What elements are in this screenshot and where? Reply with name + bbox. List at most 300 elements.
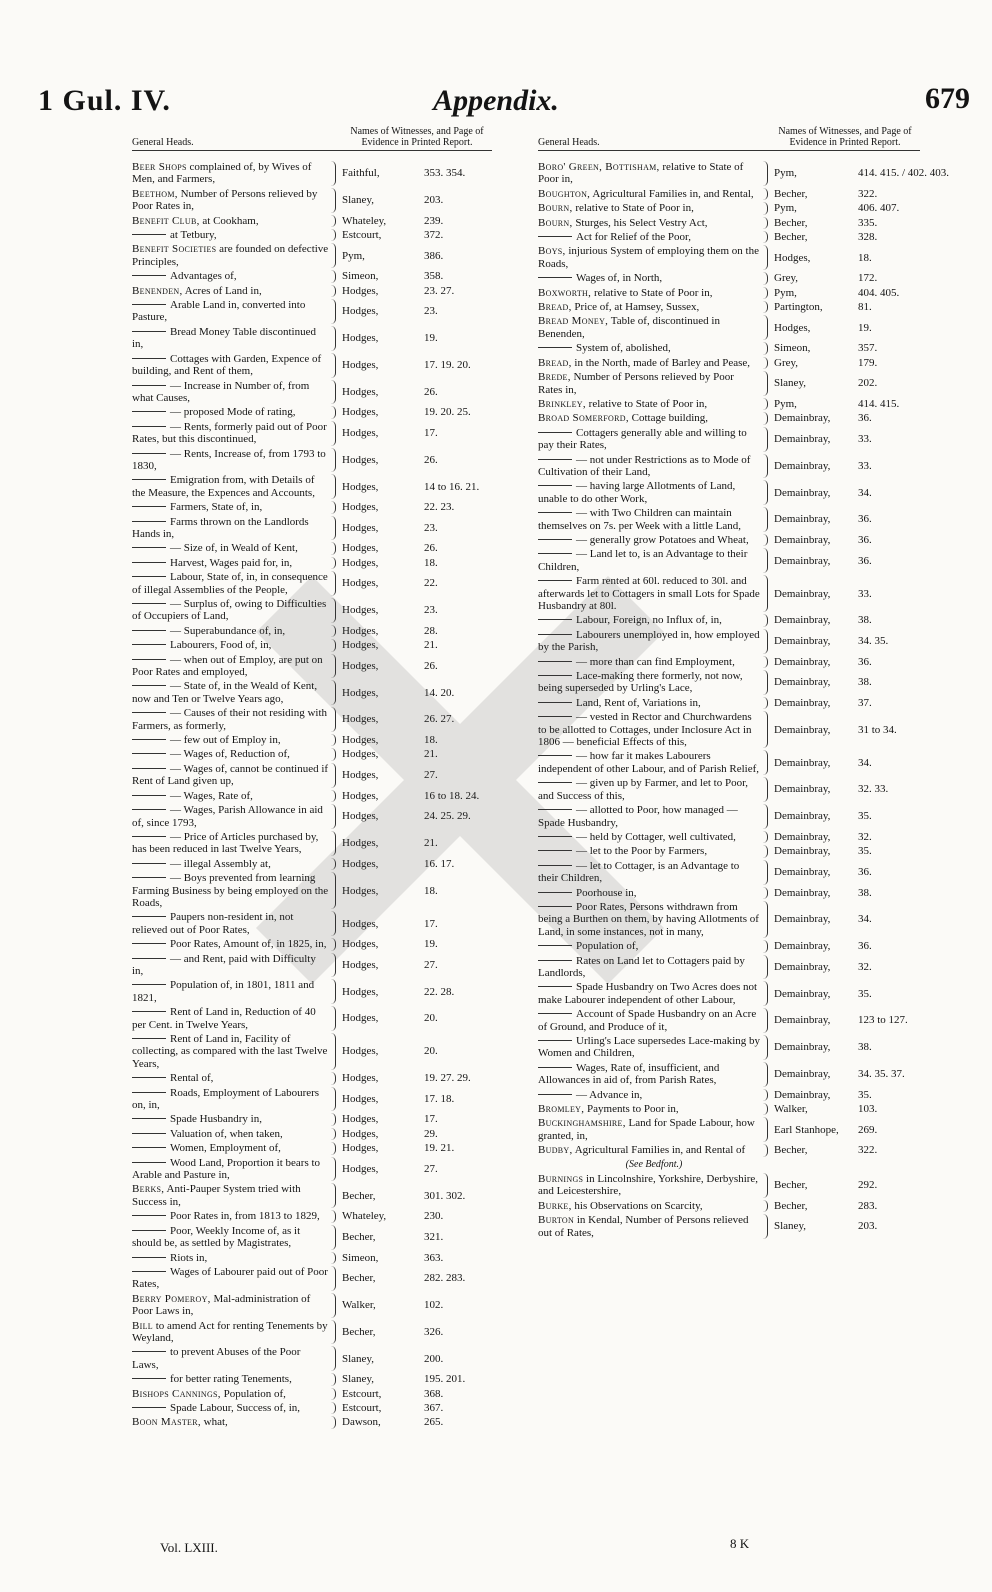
ditto-rule [132,1147,166,1148]
ditto-rule [538,634,572,635]
index-entry [132,1402,492,1414]
index-entry [132,542,492,554]
entry-heading [132,1033,336,1070]
entry-pages: 29. [424,1127,438,1140]
entry-pages: 372. [424,229,444,242]
entry-witness: Demainbray, [774,783,831,796]
entry-heading [132,353,336,378]
entry-witness: Demainbray, [774,756,831,769]
entry-heading [538,272,768,284]
index-entry [538,301,920,313]
index-entry [132,748,492,760]
ditto-rule [538,485,572,486]
entry-heading [538,750,768,775]
entry-lead-term: Bourn, [538,202,573,215]
entry-witness: Hodges, [342,958,379,971]
ditto-rule [538,553,572,554]
entry-heading [538,534,768,546]
entry-text: Rates on Land let to Cottagers paid by Landlords, [538,954,745,979]
entry-heading [132,734,336,746]
ditto-rule [538,580,572,581]
entry-pages: 357. [858,342,878,355]
entry-witness: Simeon, [774,342,811,355]
entry-heading [132,625,336,637]
entry-witness: Whateley, [342,214,387,227]
entry-witness: Becher, [342,1272,376,1285]
volume-footer: Vol. LXIII. [160,1540,218,1555]
index-entry [538,357,920,369]
entry-witness: Hodges, [342,406,379,419]
entry-text: Riots in, [170,1251,208,1264]
index-entry [132,872,492,909]
index-entry [132,326,492,351]
entry-pages: 23. [424,604,438,617]
entry-pages: 202. [858,377,878,390]
index-entry [132,1293,492,1318]
ditto-rule [132,1230,166,1231]
entry-text: — Surplus of, owing to Difficulties of Occupiers of Land, [132,598,327,623]
entry-witness: Becher, [342,1230,376,1243]
entry-pages: 36. [858,554,872,567]
entry-witness: Demainbray, [774,533,831,546]
entry-heading [538,777,768,802]
entry-text: Number of Persons relieved by Poor Rates in, [132,187,318,213]
entry-text: — State of, in the Weald of Kent, now and Ten or Twelve Years ago, [132,680,318,705]
entry-pages: 36. [858,533,872,546]
index-entry [132,270,492,282]
ditto-rule [538,347,572,348]
entry-heading [132,1072,336,1084]
entry-witness: Pym, [774,202,797,215]
entry-pages: 363. [424,1251,444,1264]
entry-text: — more than can find Employment, [576,655,735,668]
index-entry [538,831,920,843]
entry-text: — Size of, in Weald of Kent, [170,542,298,555]
entry-heading [538,287,768,299]
index-entry [538,1089,920,1101]
entry-heading [538,371,768,396]
entry-witness: Dawson, [342,1416,381,1429]
entry-text: Mal-administration of Poor Laws in, [132,1292,311,1318]
entry-heading [132,1225,336,1250]
ditto-rule [132,644,166,645]
entry-witness: Simeon, [342,270,379,283]
entry-lead-term: Beer Shops [132,161,187,173]
entry-witness: Demainbray, [774,554,831,567]
entry-pages: 230. [424,1210,444,1223]
index-entry [132,1225,492,1250]
entry-text: relative to State of Poor in, [593,286,713,299]
index-entry [538,1214,920,1239]
entry-lead-term: Benenden, [132,284,183,297]
entry-lead-term: Bishops Cannings, [132,1387,221,1400]
ditto-rule [132,877,166,878]
entry-heading [538,202,768,214]
ditto-rule [538,892,572,893]
entry-pages: 19. [858,321,872,334]
index-entry [132,243,492,268]
index-entry [538,398,920,410]
entry-heading [132,285,336,297]
entry-witness: Demainbray, [774,432,831,445]
entry-text: — Wages of, cannot be continued if Rent of Land given up, [132,762,329,788]
entry-text: Agricultural Families in, and Rental of [574,1144,746,1157]
entry-pages: 35. [858,987,872,1000]
entry-text: Bread Money Table discontinued in, [132,325,316,351]
entry-heading [132,243,336,268]
entry-heading [132,326,336,351]
entry-witness: Hodges, [342,426,379,439]
index-entry [538,371,920,396]
index-entry [132,763,492,788]
ditto-rule [132,984,166,985]
entry-pages: 36. [858,513,872,526]
index-entry [538,670,920,695]
entry-heading [132,1266,336,1291]
entry-witness: Demainbray, [774,1088,831,1101]
index-entry [132,790,492,802]
entry-witness: Hodges, [342,284,379,297]
entry-witness: Demainbray, [774,655,831,668]
entry-heading [538,412,768,424]
entry-text: Account of Spade Husbandry on an Acre of Ground, and Produce of it, [538,1008,757,1033]
entry-pages: 27. [424,958,438,971]
entry-heading [538,427,768,452]
entry-witness: Becher, [774,1199,808,1212]
entry-pages: 36. [858,655,872,668]
entry-text: in Lincolnshire, Yorkshire, Derbyshire, and Leicestershire, [538,1173,759,1198]
entry-text: — allotted to Poor, how managed — Spade Husbandry, [538,804,738,829]
index-entry [132,680,492,705]
entry-pages: 322. [858,1144,878,1157]
ditto-rule [538,836,572,837]
entry-text: to amend Act for renting Tenements by Weyland, [132,1319,328,1344]
entry-text: Poor Rates, Amount of, in 1825, in, [170,938,327,951]
entry-witness: Demainbray, [774,987,831,1000]
entry-text: Cottagers generally able and willing to pay their Rates, [538,426,747,452]
entry-heading [538,398,768,410]
index-entry [538,507,920,532]
entry-witness: Demainbray, [774,486,831,499]
entry-heading [132,406,336,418]
entry-text: Labourers unemployed in, how employed by the Parish, [538,628,760,654]
entry-heading [538,1062,768,1087]
entry-pages: 18. [424,556,438,569]
entry-heading [132,639,336,651]
ditto-rule [538,661,572,662]
index-entry [538,1035,920,1060]
entry-text: — Superabundance of, in, [170,624,286,637]
entry-text: Urling's Lace supersedes Lace-making by Women and Children, [538,1035,761,1060]
entry-pages: 34. [858,486,872,499]
ditto-rule [538,960,572,961]
index-entry [132,953,492,978]
ditto-rule [538,675,572,676]
entry-heading [538,711,768,748]
entry-pages: 36. [858,412,872,425]
entry-text: — how far it makes Labourers independent of other Labour, and of Parish Relief, [538,750,760,775]
index-entry [538,901,920,938]
ditto-rule [132,358,166,359]
index-entry [132,380,492,405]
entry-text: Labour, Foreign, no Influx of, in, [576,614,722,627]
entry-text: at Tetbury, [170,229,217,242]
ditto-rule [132,521,166,522]
ditto-rule [538,716,572,717]
entry-heading [132,557,336,569]
entry-text: Population of, [223,1387,286,1400]
entry-heading [538,315,768,340]
entry-witness: Grey, [774,356,799,369]
entry-text: Number of Persons relieved by Poor Rates in, [538,371,734,396]
see-reference: (See Bedfont.) [625,1158,683,1170]
index-entry [132,1033,492,1070]
entry-pages: 367. [424,1401,444,1414]
entry-pages: 200. [424,1352,444,1365]
entry-text: — having large Allotments of Land, unable to do other Work, [538,480,736,505]
entry-witness: Simeon, [342,1251,379,1264]
index-entry [538,480,920,505]
entry-heading [132,1157,336,1182]
ditto-rule [538,459,572,460]
index-entry [538,1117,920,1142]
entry-heading [538,301,768,313]
ditto-rule [132,958,166,959]
entry-lead-term: Berry Pomeroy, [132,1292,211,1305]
entry-heading [132,1320,336,1345]
entry-pages: 22. [424,577,438,590]
entry-lead-term: Beethom, [132,187,178,200]
entry-pages: 301. 302. [424,1189,466,1202]
ditto-rule [538,906,572,907]
entry-witness: Hodges, [342,358,379,371]
ditto-rule [132,863,166,864]
entry-witness: Pym, [774,397,797,410]
entry-pages: 19. [424,938,438,951]
ditto-rule [132,916,166,917]
entry-pages: 33. [858,459,872,472]
entry-witness: Hodges, [342,1127,379,1140]
ditto-rule [538,539,572,540]
entry-witness: Slaney, [342,1352,374,1365]
entry-text: Wood Land, Proportion it bears to Arable and Pasture in, [132,1156,321,1182]
entry-witness: Hodges, [342,748,379,761]
entry-text: — Price of Articles purchased by, has been reduced in last Twelve Years, [132,830,319,856]
entry-heading [132,448,336,473]
entry-pages: 38. [858,886,872,899]
entry-pages: 16. 17. [424,857,455,870]
ditto-rule [132,1133,166,1134]
ditto-rule [538,865,572,866]
entry-witness: Demainbray, [774,412,831,425]
entry-heading [538,1200,768,1212]
entry-witness: Hodges, [774,321,811,334]
entry-heading [132,542,336,554]
entry-heading [538,575,768,612]
entry-heading [132,598,336,623]
entry-heading [132,872,336,909]
entry-text: Emigration from, with Details of the Measure, the Expences and Accounts, [132,474,315,499]
right-column [538,126,950,1241]
entry-text: what, [203,1416,228,1429]
entry-witness: Hodges, [342,542,379,555]
ditto-rule [132,562,166,563]
index-entry [538,697,920,709]
entry-pages: 358. [424,270,444,283]
entry-pages: 17. [424,426,438,439]
entry-text: — few out of Employ in, [170,734,281,747]
entry-pages: 22. 28. [424,985,455,998]
entry-text: Cottages with Garden, Expence of building, and Rent of them, [132,352,322,378]
entry-heading [132,979,336,1004]
ditto-rule [538,236,572,237]
entry-text: relative to State of Poor in, [538,161,744,186]
entry-lead-term: Budby, [538,1144,573,1157]
entry-text: Anti-Pauper System tried with Success in, [132,1183,301,1208]
ditto-rule [132,1162,166,1163]
entry-text: — generally grow Potatoes and Wheat, [576,533,749,546]
entry-pages: 34. 35. 37. [858,1068,905,1081]
entry-text: in Kendal, Number of Persons relieved out of Rates, [538,1214,749,1239]
ditto-rule [132,426,166,427]
entry-heading [132,804,336,829]
entry-witness: Demainbray, [774,1014,831,1027]
entry-text: Payments to Poor in, [587,1103,679,1116]
entry-witness: Demainbray, [774,1068,831,1081]
entry-witness: Hodges, [342,713,379,726]
entry-pages: 33. [858,432,872,445]
index-entry [538,202,920,214]
entry-pages: 34. [858,913,872,926]
entry-heading [132,1388,336,1400]
entry-witness: Demainbray, [774,459,831,472]
ditto-rule [132,768,166,769]
index-entry [132,707,492,732]
entry-pages: 21. [424,748,438,761]
entry-heading [538,1144,768,1156]
entry-heading [538,217,768,229]
entry-pages: 17. [424,1113,438,1126]
entry-heading [538,454,768,479]
entry-text: Sturges, his Select Vestry Act, [575,216,708,229]
entry-heading [132,911,336,936]
entry-text: Cottage building, [631,412,709,425]
entry-heading [132,1142,336,1154]
index-entry [132,1113,492,1125]
entry-witness: Demainbray, [774,960,831,973]
entry-text: Poor, Weekly Income of, as it should be, as settled by Magistrates, [132,1224,301,1250]
ditto-rule [132,234,166,235]
index-entry [538,614,920,626]
entry-pages: 269. [858,1123,878,1136]
entry-witness: Whateley, [342,1210,387,1223]
index-entry [538,575,920,612]
index-entry [538,287,920,299]
entry-lead-term: Brede, [538,371,571,384]
index-entry [132,1320,492,1345]
right-column-header [538,126,920,151]
entry-text: Wages, Rate of, insufficient, and Allowances in aid of, from Parish Rates, [538,1061,720,1087]
index-entry [132,406,492,418]
entry-heading [538,845,768,857]
index-entry [538,1173,920,1198]
entry-text: are founded on defective Principles, [132,243,329,268]
entry-pages: 38. [858,676,872,689]
entry-heading [538,1089,768,1101]
entry-witness: Hodges, [342,769,379,782]
entry-witness: Walker, [774,1103,808,1116]
entry-pages: 179. [858,356,878,369]
entry-heading [538,357,768,369]
entry-text: — given up by Farmer, and let to Poor, and Success of this, [538,777,749,802]
index-entry [538,1144,920,1156]
entry-pages: 36. [858,865,872,878]
entry-text: — vested in Rector and Churchwardens to be allotted to Cottages, under Inclosure Act in 1806 — beneficial Effects of this, [538,711,752,749]
entry-witness: Grey, [774,272,799,285]
entry-heading [132,1416,336,1428]
entry-heading [132,1373,336,1385]
ditto-rule [132,547,166,548]
index-entry [132,1346,492,1371]
index-entry [538,342,920,354]
entry-heading [132,1346,336,1371]
entry-pages: 18. [424,884,438,897]
entry-witness: Estcourt, [342,1387,382,1400]
general-heads-label: General Heads. [132,137,194,148]
entry-pages: 18. [858,251,872,264]
ditto-rule [538,1067,572,1068]
entry-heading [132,938,336,950]
entry-pages: 35. [858,845,872,858]
entry-witness: Hodges, [342,917,379,930]
entry-text: Women, Employment of, [170,1142,281,1155]
entry-pages: 28. [424,624,438,637]
entry-pages: 404. 405. [858,286,900,299]
entry-text: — not under Restrictions as to Mode of Cultivation of their Land, [538,453,751,478]
entry-lead-term: Boys, [538,245,566,258]
entry-heading [538,548,768,573]
entry-text: Labourers, Food of, in, [170,639,272,652]
entry-pages: 172. [858,272,878,285]
entry-witness: Becher, [774,1179,808,1192]
entry-heading [538,231,768,243]
entry-heading [132,790,336,802]
index-entry [132,229,492,241]
entry-witness: Hodges, [342,810,379,823]
entry-pages: 32. 33. [858,783,889,796]
entry-text: Farmers, State of, in, [170,501,263,514]
entry-pages: 17. 19. 20. [424,358,471,371]
entry-text: Agricultural Families in, and Rental, [592,187,754,200]
entry-heading [132,229,336,241]
index-entry [538,245,920,270]
entry-pages: 27. [424,1162,438,1175]
index-entry [132,1072,492,1084]
entry-text: relative to State of Poor in, [575,202,694,215]
ditto-rule [538,782,572,783]
entry-heading [538,887,768,899]
entry-text: — Wages, Parish Allowance in aid of, since 1793, [132,804,323,829]
entry-text: Arable Land in, converted into Pasture, [132,299,306,324]
index-entry [132,598,492,623]
entry-heading [538,981,768,1006]
entry-heading [538,860,768,885]
entry-pages: 37. [858,696,872,709]
entry-pages: 20. [424,1045,438,1058]
index-entry [538,940,920,952]
entry-lead-term: Bourn, [538,216,573,229]
entry-witness: Becher, [774,231,808,244]
